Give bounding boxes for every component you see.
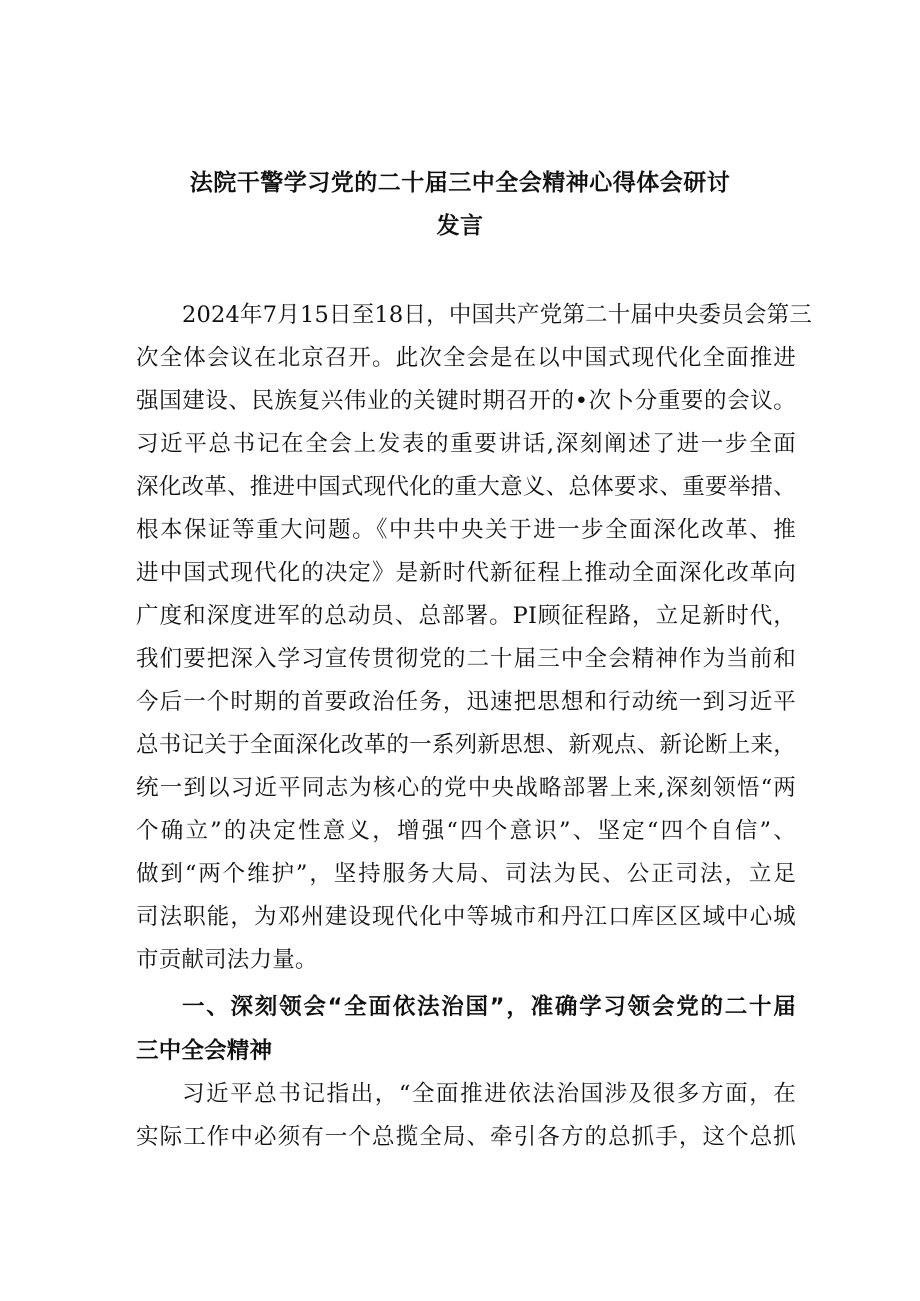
document-title-line-2: 发言 (436, 213, 484, 239)
heading-line: 一、深刻领会“全面依法治国”，准确学习领会党的二十届 (182, 994, 796, 1020)
text-line: 深化改革、推进中国式现代化的重大意义、总体要求、重要举措、 (136, 474, 796, 500)
text-line: 2024年7月15日至18日，中国共产党第二十届中央委员会第三 (182, 302, 813, 328)
text-line: 个确立”的决定性意义，增强“四个意识”、坚定“四个自信”、 (136, 818, 796, 844)
text-line: 做到“两个维护”，坚持服务大局、司法为民、公正司法，立足 (136, 861, 796, 887)
text-line: 统一到以习近平同志为核心的党中央战略部署上来,深刻领悟“两 (136, 775, 796, 801)
text-line: 广度和深度进军的总动员、总部署。PI顾征程路，立足新时代， (136, 603, 796, 629)
text-line: 次全体会议在北京召开。此次全会是在以中国式现代化全面推进 (136, 345, 796, 371)
text-line: 我们要把深入学习宣传贯彻党的二十届三中全会精神作为当前和 (136, 646, 796, 672)
heading-line: 三中全会精神 (136, 1038, 273, 1064)
text-line: 司法职能，为邓州建设现代化中等城市和丹江口库区区域中心城 (136, 904, 796, 930)
text-line: 今后一个时期的首要政治任务，迅速把思想和行动统一到习近平 (136, 689, 796, 715)
text-line: 实际工作中必须有一个总揽全局、牵引各方的总抓手，这个总抓 (136, 1124, 796, 1150)
document-title-line-1: 法院干警学习党的二十届三中全会精神心得体会研讨 (189, 170, 731, 196)
text-line: 根本保证等重大问题。《中共中央关于进一步全面深化改革、推 (136, 517, 796, 543)
text-line: 市贡献司法力量。 (136, 947, 318, 973)
text-line: 总书记关于全面深化改革的一系列新思想、新观点、新论断上来， (136, 732, 796, 758)
text-line: 习近平总书记在全会上发表的重要讲话,深刻阐述了进一步全面 (136, 431, 796, 457)
text-line: 进中国式现代化的决定》是新时代新征程上推动全面深化改革向 (136, 560, 796, 586)
text-line: 强国建设、民族复兴伟业的关键时期召开的•次卜分重要的会议。 (136, 388, 796, 414)
text-line: 习近平总书记指出，“全面推进依法治国涉及很多方面，在 (182, 1081, 796, 1107)
